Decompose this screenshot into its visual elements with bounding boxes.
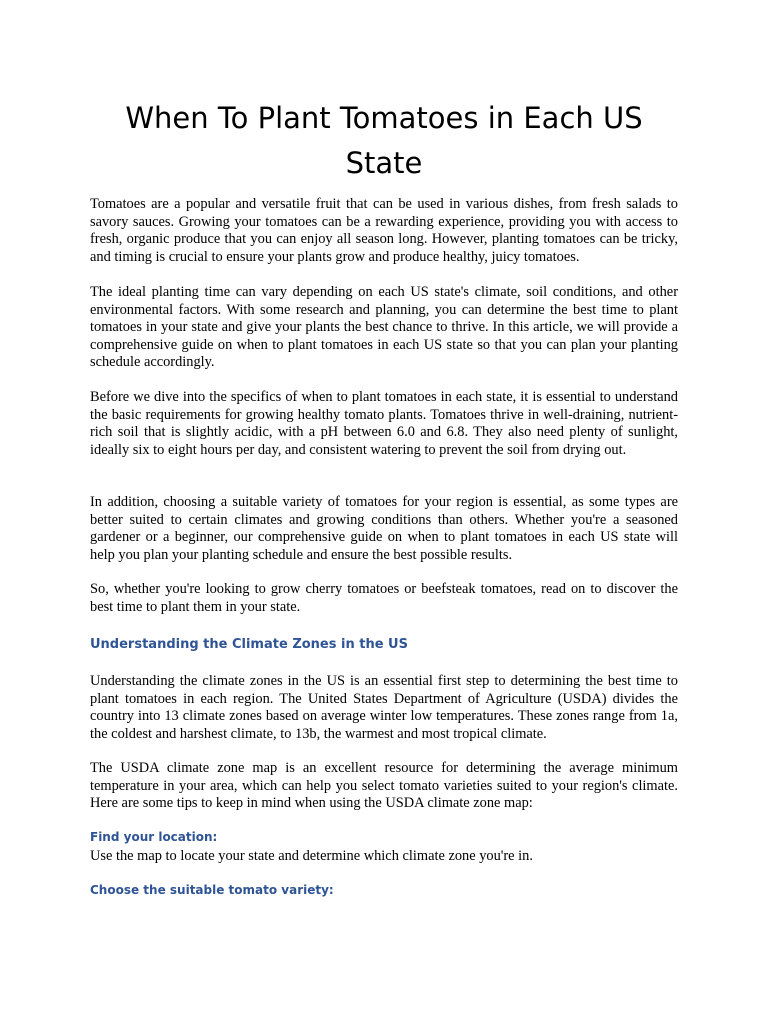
section-paragraph-2: The USDA climate zone map is an excellent resource for determining the average minimum temperature in your area, which can help you select tomato varieties suited to your region's climate. Here are some tips to keep in mind when using the USDA climate zone map: (90, 760, 678, 812)
intro-paragraph-5: So, whether you're looking to grow cherry tomatoes or beefsteak tomatoes, read on to discover the best time to plant them in your state. (90, 581, 678, 615)
intro-paragraph-1: Tomatoes are a popular and versatile fruit that can be used in various dishes, from fresh salads to savory sauces. Growing your tomatoes can be a rewarding experience, providing you with access to fresh, organic produce that you can enjoy all season long. However, planting tomatoes can be tricky, and timing is crucial to ensure your plants grow and produce healthy, juicy tomatoes. (90, 196, 678, 265)
intro-paragraph-4: In addition, choosing a suitable variety of tomatoes for your region is essential, as some types are better suited to certain climates and growing conditions than others. Whether you're a seasoned gardener or a beginner, our comprehensive guide on when to plant tomatoes in each US state will help you plan your planting schedule and ensure the best possible results. (90, 494, 678, 563)
section-paragraph-1: Understanding the climate zones in the US is an essential first step to determining the best time to plant tomatoes in each region. The United States Department of Agriculture (USDA) divides the country into 13 climate zones based on average winter low temperatures. These zones range from 1a, the coldest and harshest climate, to 13b, the warmest and most tropical climate. (90, 673, 678, 742)
tip-heading-choose-variety: Choose the suitable tomato variety: (90, 883, 334, 897)
tip-text-find-location: Use the map to locate your state and determine which climate zone you're in. (90, 848, 533, 864)
tip-heading-find-location: Find your location: (90, 830, 218, 844)
intro-paragraph-2: The ideal planting time can vary depending on each US state's climate, soil conditions, and other environmental factors. With some research and planning, you can determine the best time to plant tomatoes in your state and give your plants the best chance to thrive. In this article, we will provide a comprehensive guide on when to plant tomatoes in each US state so that you can plan your planting schedule accordingly. (90, 284, 678, 371)
page-title: When To Plant Tomatoes in Each US State (125, 101, 643, 180)
intro-paragraph-3: Before we dive into the specifics of when to plant tomatoes in each state, it is essential to understand the basic requirements for growing healthy tomato plants. Tomatoes thrive in well-draining, nutrient-rich soil that is slightly acidic, with a pH between 6.0 and 6.8. They also need plenty of sunlight, ideally six to eight hours per day, and consistent watering to prevent the soil from drying out. (90, 389, 678, 458)
section-heading-climate-zones: Understanding the Climate Zones in the US (90, 637, 408, 652)
